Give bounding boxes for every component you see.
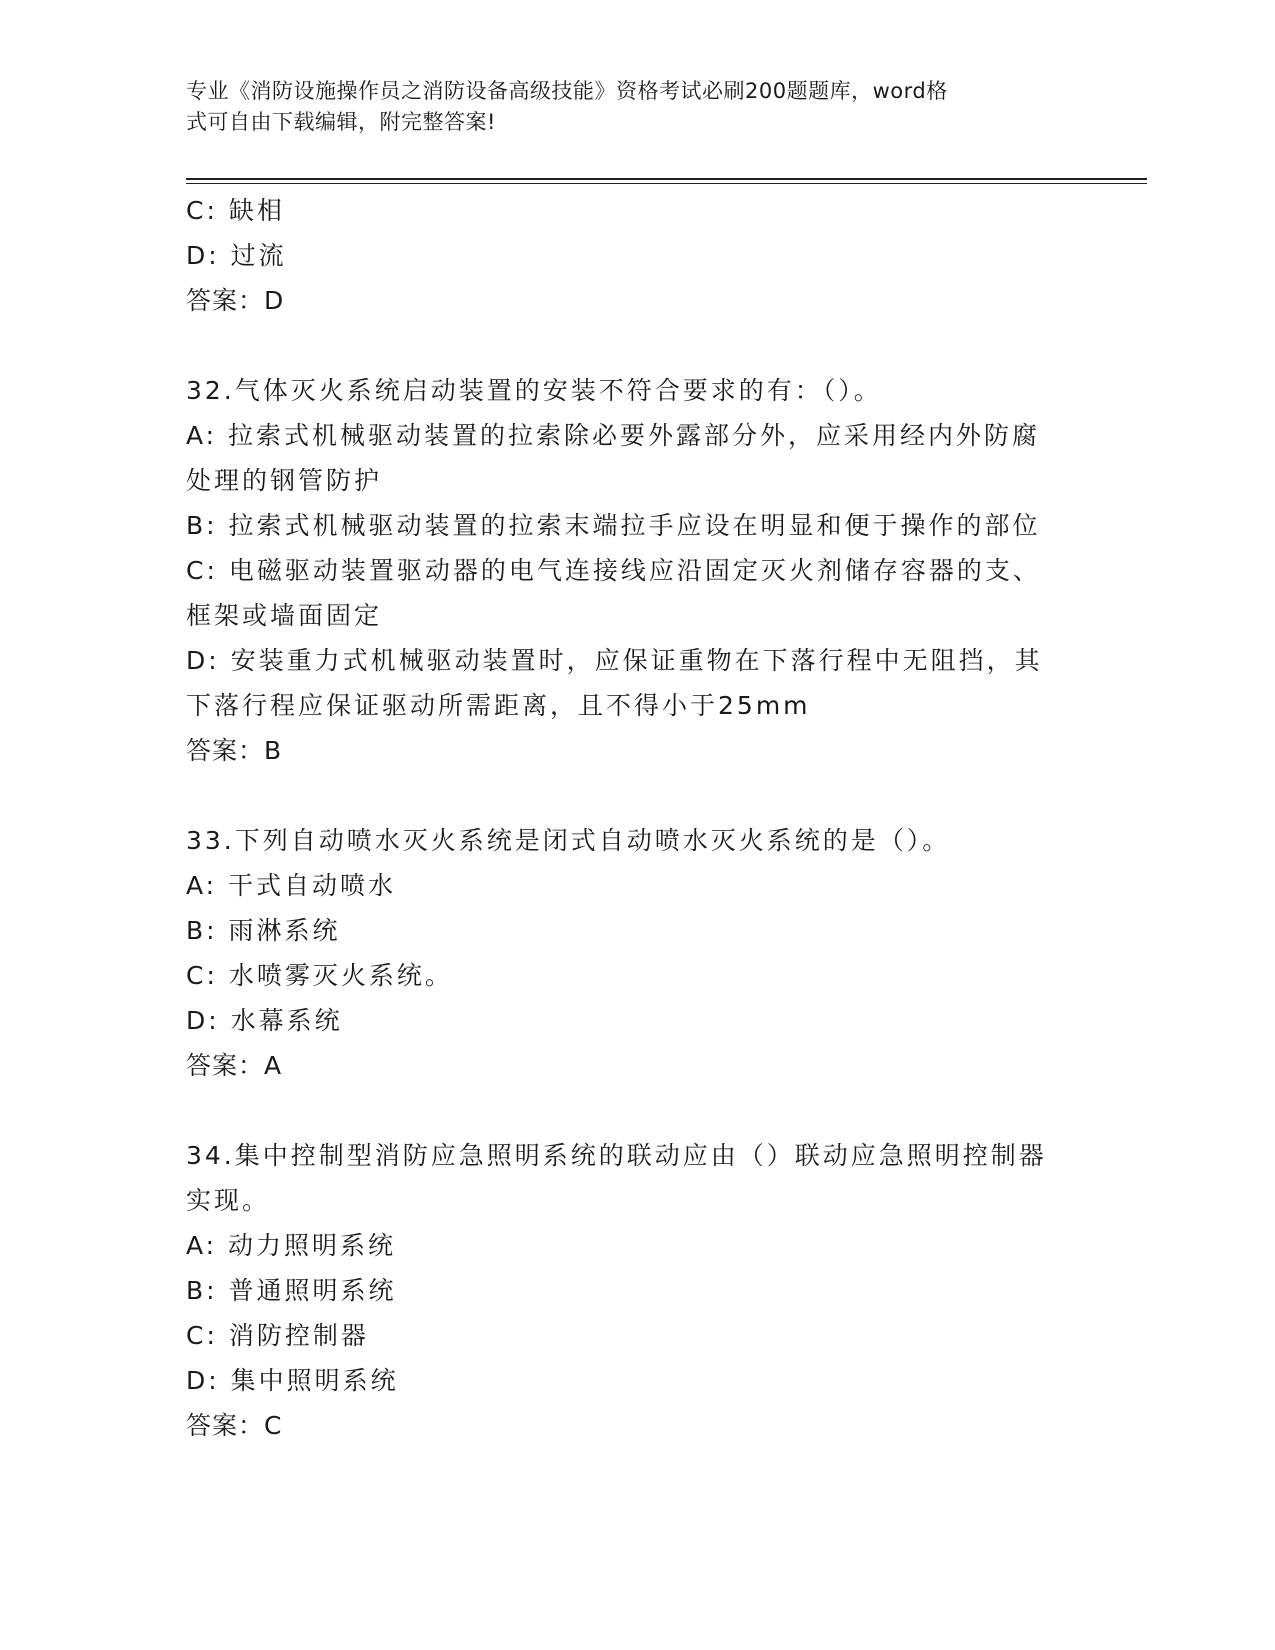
prev-answer: 答案：D <box>186 286 285 315</box>
prev-option-d: D: 过流 <box>186 241 287 270</box>
q32-option-c-cont: 框架或墙面固定 <box>186 601 383 630</box>
q33-option-d: D: 水幕系统 <box>186 1006 343 1035</box>
q34-option-d: D: 集中照明系统 <box>186 1366 399 1395</box>
header-rule-thick <box>186 178 1147 180</box>
q34-option-a: A: 动力照明系统 <box>186 1231 397 1260</box>
q32-option-b: B: 拉索式机械驱动装置的拉索末端拉手应设在明显和便于操作的部位 <box>186 511 1041 540</box>
header-line-2: 式可自由下载编辑，附完整答案! <box>186 110 496 134</box>
q32-question: 32.气体灭火系统启动装置的安装不符合要求的有：（）。 <box>186 376 882 405</box>
q32-option-d-cont: 下落行程应保证驱动所需距离，且不得小于25mm <box>186 691 811 720</box>
header-rule-thin <box>186 183 1147 184</box>
q33-question: 33.下列自动喷水灭火系统是闭式自动喷水灭火系统的是（）。 <box>186 826 951 855</box>
q34-question-cont: 实现。 <box>186 1186 271 1215</box>
question-content <box>186 188 1086 1448</box>
q34-answer: 答案：C <box>186 1411 283 1440</box>
q32-answer: 答案：B <box>186 736 283 765</box>
q33-answer: 答案：A <box>186 1051 283 1080</box>
q34-question: 34.集中控制型消防应急照明系统的联动应由（）联动应急照明控制器 <box>186 1141 1047 1170</box>
prev-option-c: C: 缺相 <box>186 196 285 225</box>
q32-option-d: D: 安装重力式机械驱动装置时，应保证重物在下落行程中无阻挡，其 <box>186 646 1043 675</box>
spacer <box>186 323 1086 368</box>
q33-option-b: B: 雨淋系统 <box>186 916 341 945</box>
q32-option-a: A: 拉索式机械驱动装置的拉索除必要外露部分外，应采用经内外防腐 <box>186 421 1041 450</box>
q33-option-a: A: 干式自动喷水 <box>186 871 397 900</box>
spacer <box>186 773 1086 818</box>
spacer <box>186 1088 1086 1133</box>
q33-option-c: C: 水喷雾灭火系统。 <box>186 961 453 990</box>
header-line-1: 专业《消防设施操作员之消防设备高级技能》资格考试必刷200题题库，word格 <box>186 79 948 103</box>
q34-option-b: B: 普通照明系统 <box>186 1276 397 1305</box>
q34-option-c: C: 消防控制器 <box>186 1321 369 1350</box>
document-header <box>186 76 1066 138</box>
q32-option-a-cont: 处理的钢管防护 <box>186 466 383 495</box>
q32-option-c: C: 电磁驱动装置驱动器的电气连接线应沿固定灭火剂储存容器的支、 <box>186 556 1041 585</box>
